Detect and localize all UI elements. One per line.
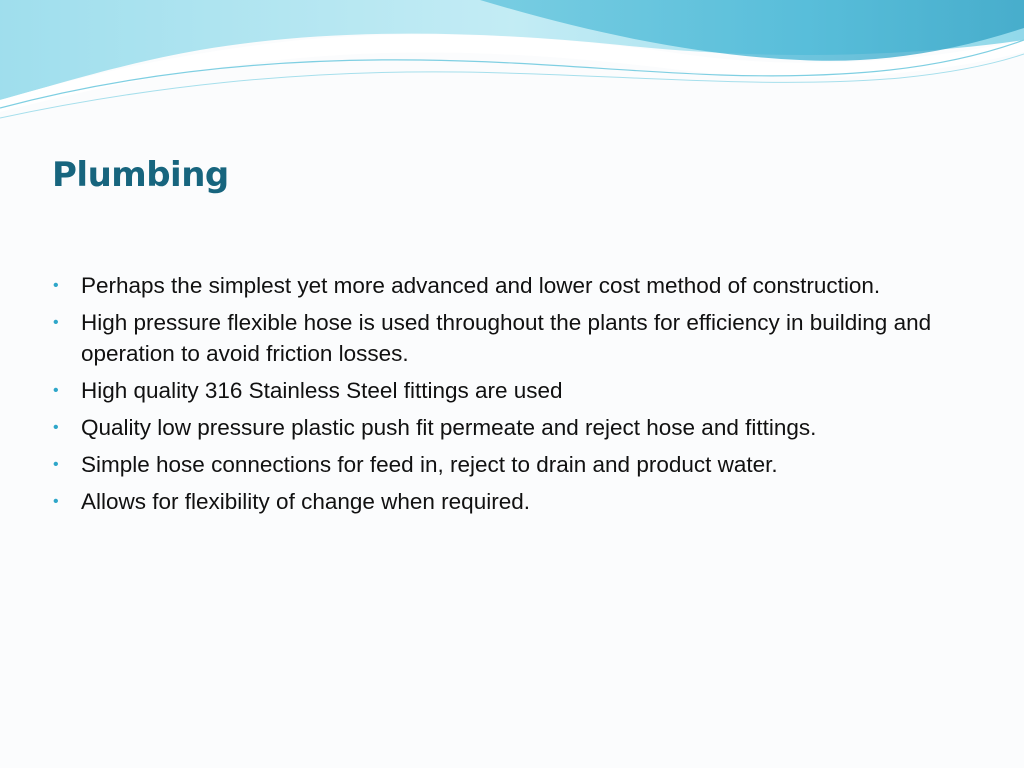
bullet-item: [50, 270, 950, 301]
slide-title: Plumbing: [52, 155, 229, 195]
bullet-text: Allows for flexibility of change when required.: [81, 489, 530, 514]
bullet-item: [50, 307, 950, 369]
bullet-item: [50, 375, 950, 406]
bullet-text: High pressure flexible hose is used throughout the plants for efficiency in building and operation to avoid friction losses.: [81, 310, 932, 366]
bullet-text: High quality 316 Stainless Steel fittings are used: [81, 378, 563, 403]
bullet-dot-icon: •: [53, 493, 59, 510]
bullet-text: Quality low pressure plastic push fit permeate and reject hose and fittings.: [81, 415, 817, 440]
bullet-dot-icon: •: [53, 382, 59, 399]
bullet-item: [50, 449, 950, 480]
bullet-item: [50, 486, 950, 517]
bullet-dot-icon: •: [53, 277, 59, 294]
bullet-dot-icon: •: [53, 314, 59, 331]
bullet-list: [50, 270, 950, 523]
bullet-text: Perhaps the simplest yet more advanced and lower cost method of construction.: [81, 273, 881, 298]
wave-header-decoration: [0, 0, 1024, 130]
bullet-item: [50, 412, 950, 443]
bullet-dot-icon: •: [53, 419, 59, 436]
bullet-text: Simple hose connections for feed in, reject to drain and product water.: [81, 452, 778, 477]
bullet-dot-icon: •: [53, 456, 59, 473]
